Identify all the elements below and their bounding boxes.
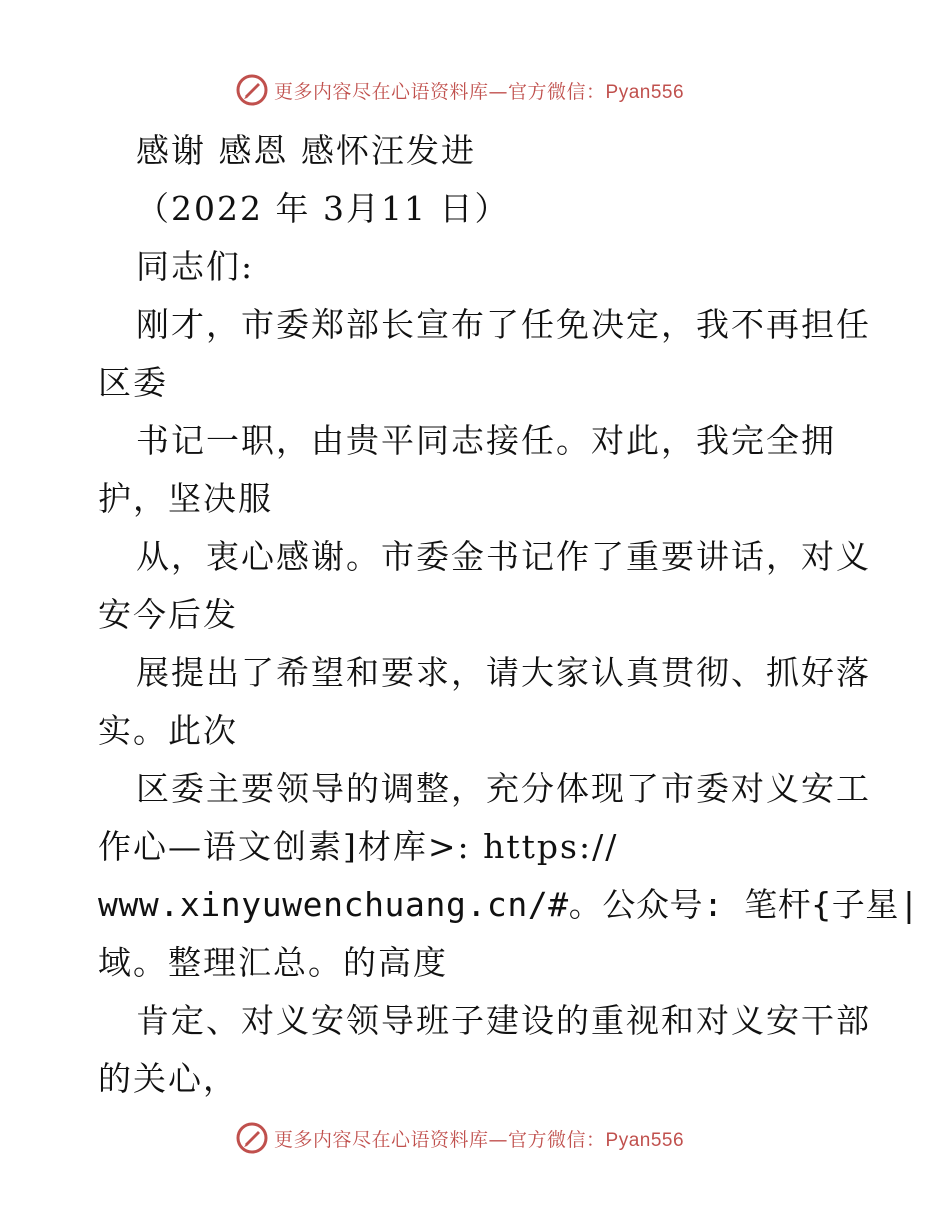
header-watermark [236, 72, 684, 108]
paragraph-line: 书记一职，由贵平同志接任。对此，我完全拥 [136, 421, 836, 460]
paragraph-line-url: www.xinyuwenchuang.cn/#。公众号: 笔杆{子星| [98, 885, 920, 924]
quill-logo-icon [236, 74, 268, 106]
watermark-wechat-id: Pyan556 [605, 1129, 685, 1151]
document-date: （2022 年 3月11 日） [136, 189, 510, 228]
quill-logo-icon [236, 1122, 268, 1154]
watermark-text: 更多内容尽在心语资料库—官方微信：Pyan556 [274, 80, 685, 103]
paragraph-line: 的关心， [98, 1059, 238, 1098]
paragraph-line: 护，坚决服 [98, 479, 273, 518]
footer-watermark [236, 1120, 684, 1156]
document-body [98, 122, 920, 1108]
watermark-text: 更多内容尽在心语资料库—官方微信：Pyan556 [274, 1128, 685, 1151]
greeting: 同志们: [136, 247, 255, 286]
paragraph-line: 区委主要领导的调整，充分体现了市委对义安工 [136, 769, 871, 808]
document-title: 感谢 感恩 感怀汪发进 [136, 131, 476, 170]
paragraph-line: 实。此次 [98, 711, 238, 750]
paragraph-line: 从，衷心感谢。市委金书记作了重要讲话，对义 [136, 537, 871, 576]
paragraph-line: 肯定、对义安领导班子建设的重视和对义安干部 [136, 1001, 871, 1040]
watermark-wechat-id: Pyan556 [605, 81, 685, 103]
paragraph-line: 作心—语文创素]材库>: https:// [98, 827, 619, 866]
paragraph-line: 域。整理汇总。的高度 [98, 943, 448, 982]
paragraph-line: 刚才，市委郑部长宣布了任免决定，我不再担任 [136, 305, 871, 344]
paragraph-line: 展提出了希望和要求，请大家认真贯彻、抓好落 [136, 653, 871, 692]
paragraph-line: 区委 [98, 363, 168, 402]
paragraph-line: 安今后发 [98, 595, 238, 634]
